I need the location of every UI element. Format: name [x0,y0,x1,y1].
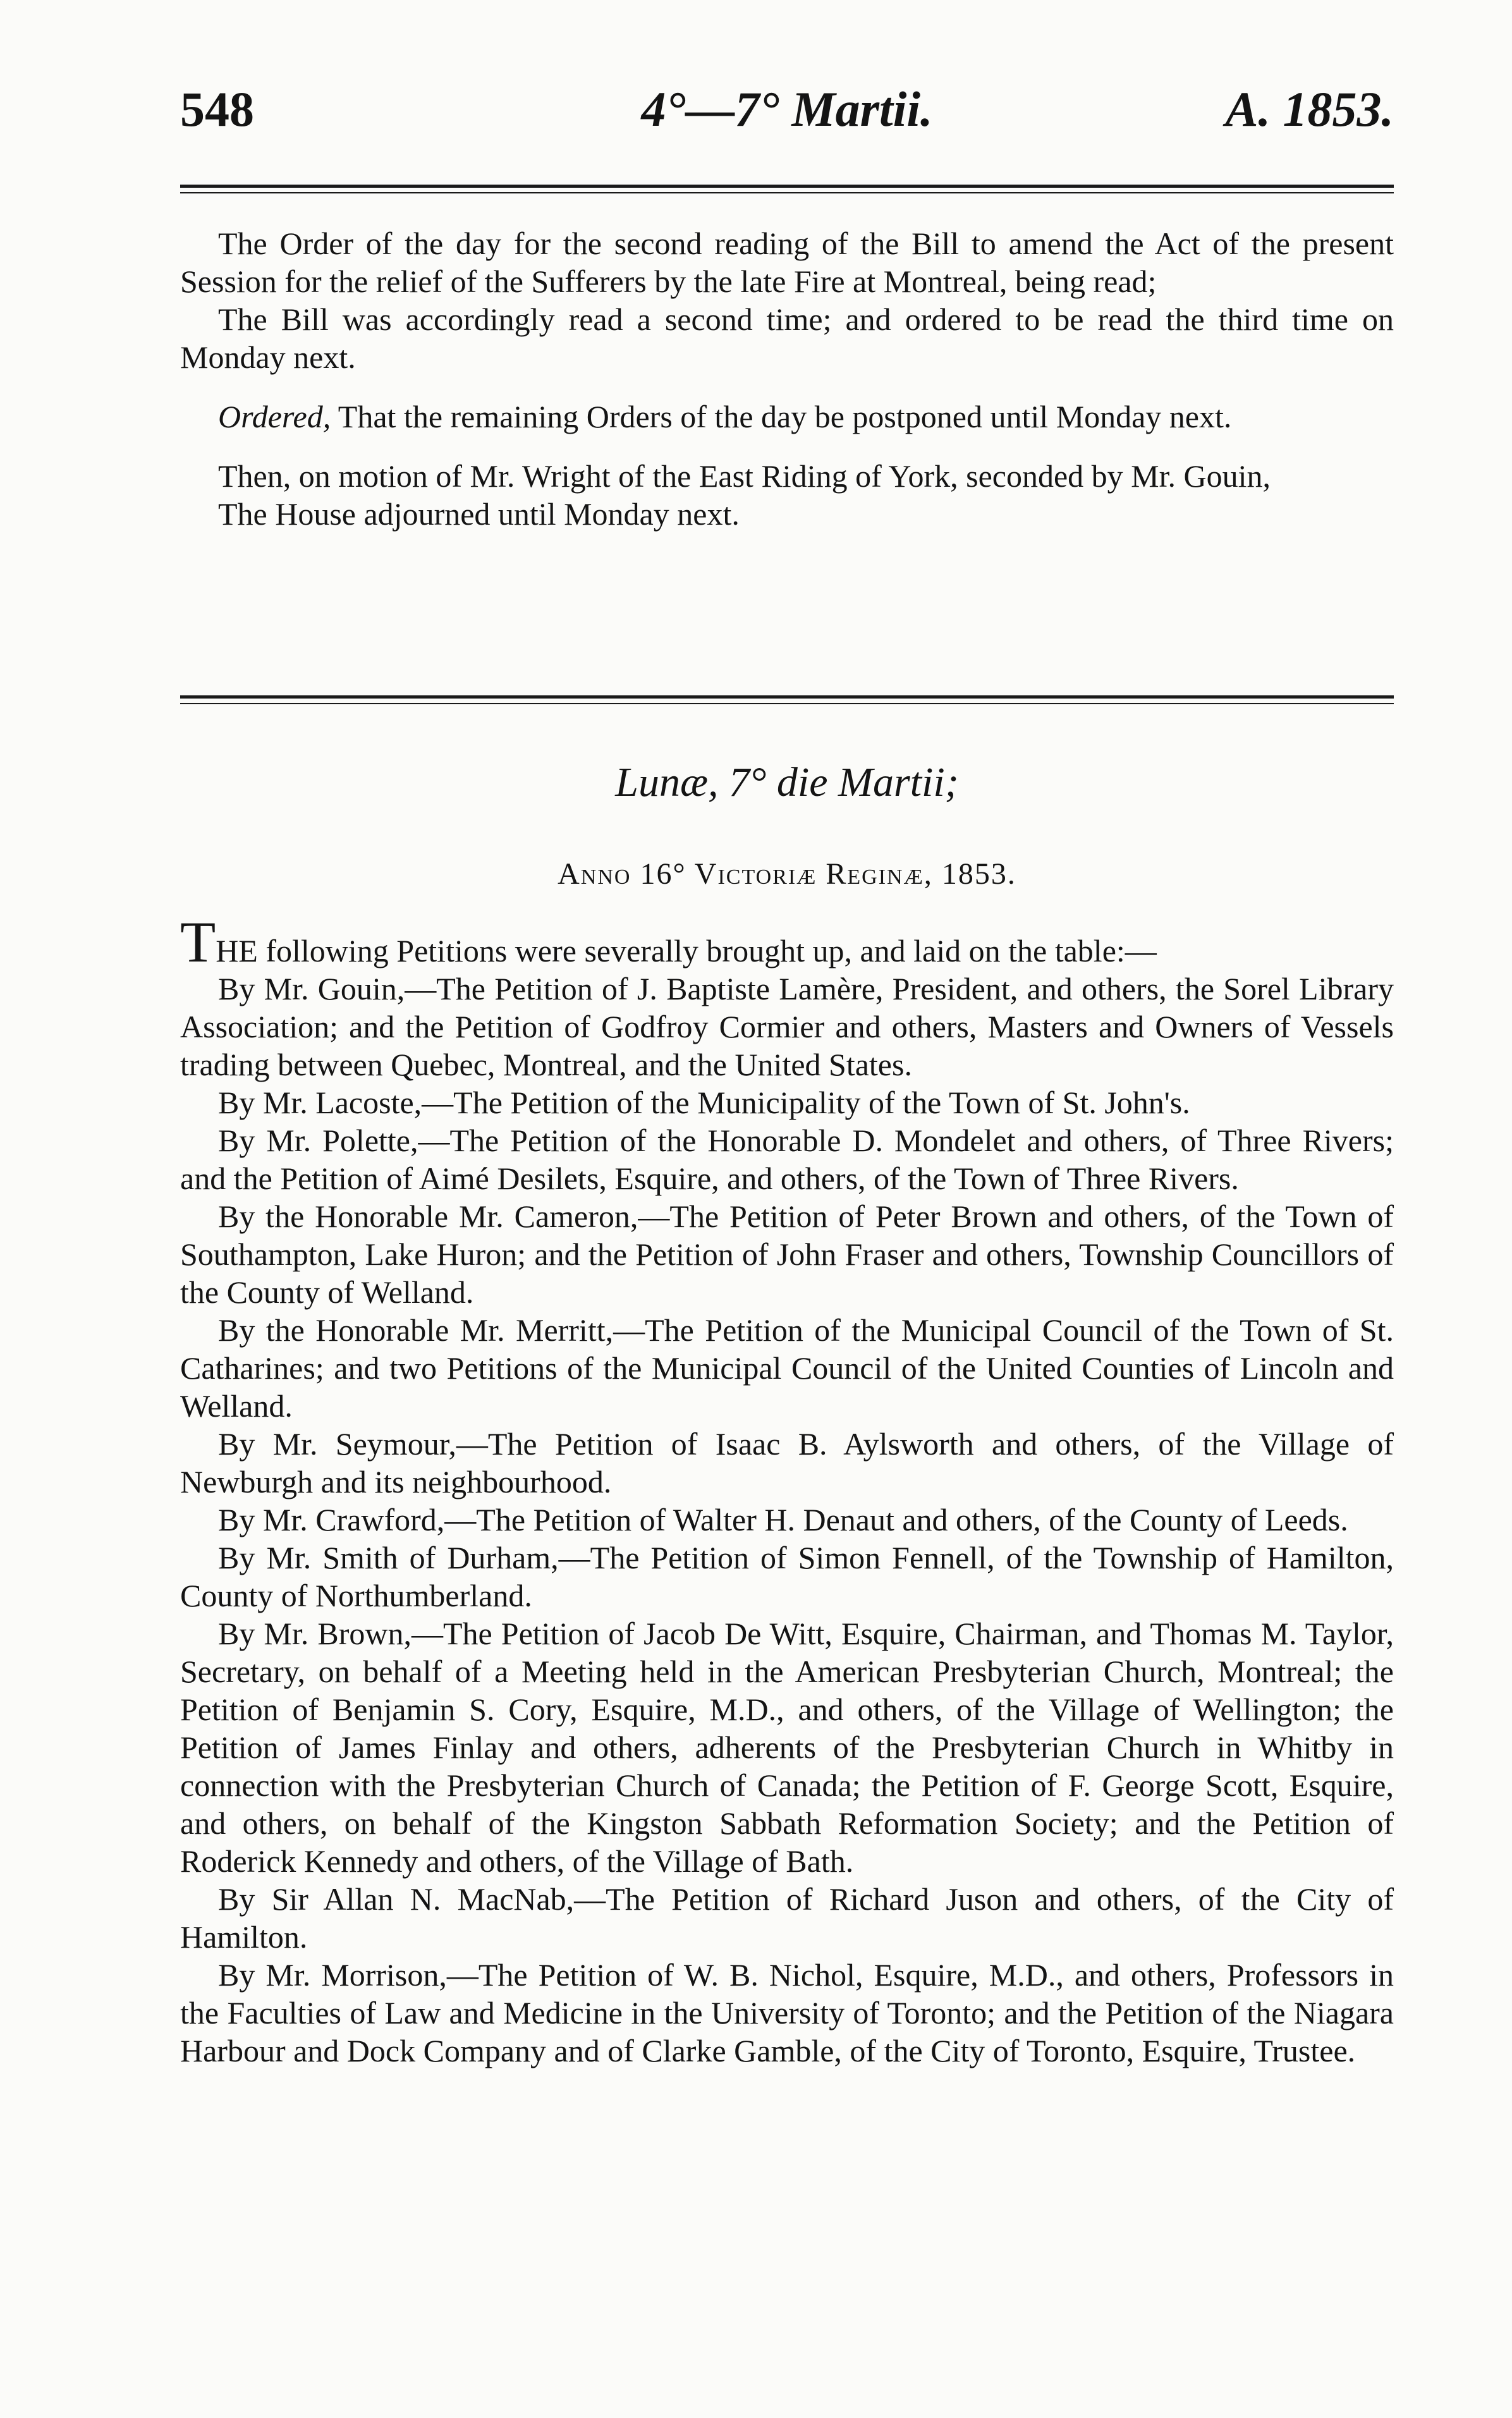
intro-text: HE following Petitions were severally brought up, and laid on the table:— [216,933,1157,968]
ordered-label: Ordered, [218,399,331,434]
paragraph-second-reading: The Order of the day for the second reading of the Bill to amend the Act of the present Session for the relief of the Sufferers by the late Fire at Montreal, being read; [180,226,1394,299]
petition-item: By Mr. Lacoste,—The Petition of the Municipality of the Town of St. John's. [218,1085,1190,1120]
paragraph-adjourned: The House adjourned until Monday next. [218,496,740,532]
petition-item: By Mr. Gouin,—The Petition of J. Baptiste Lamère, President, and others, the Sorel Library Association; and the Petition of Godfroy Cormier and others, Masters and Owners of Vessels trading between Quebec, Montreal, and the United States. [180,971,1394,1082]
page-number: 548 [180,82,254,137]
petition-item: By Mr. Brown,—The Petition of Jacob De Witt, Esquire, Chairman, and Thomas M. Taylor, Secretary, on behalf of a Meeting held in the American Presbyterian Church, Montreal; the Petition of Benjamin S. Cory, Esquire, M.D., and others, of the Village of Wellington; the Petition of James Finlay and others, adherents of the Presbyterian Church in Whitby in connection with the Presbyterian Church of Canada; the Petition of F. George Scott, Esquire, and others, on behalf of the Kingston Sabbath Reformation Society; and the Petition of Roderick Kennedy and others, of the Village of Bath. [180,1616,1394,1879]
day-heading: Lunæ, 7° die Martii; [615,759,959,805]
section-petitions [180,910,1394,2070]
petition-item: By Mr. Seymour,—The Petition of Isaac B. Aylsworth and others, of the Village of Newburgh and its neighbourhood. [180,1426,1394,1499]
petition-item: By Mr. Crawford,—The Petition of Walter H. Denaut and others, of the County of Leeds. [218,1502,1348,1537]
paragraph-ordered [180,398,1394,436]
paragraph-motion: Then, on motion of Mr. Wright of the East Riding of York, seconded by Mr. Gouin, [218,458,1271,494]
paragraph-bill-read: The Bill was accordingly read a second time; and ordered to be read the third time on Monday next. [180,302,1394,375]
anno-line: Anno 16° Victoriæ Reginæ, 1853. [558,857,1016,891]
date-range: 4°—7° Martii. [641,82,933,137]
header-rule [180,185,1394,193]
petition-item: By the Honorable Mr. Merritt,—The Petition of the Municipal Council of the Town of St. Catharines; and two Petitions of the Municipal Council of the United Counties of Lincoln and Welland. [180,1312,1394,1424]
petition-item: By Mr. Smith of Durham,—The Petition of Simon Fennell, of the Township of Hamilton, County of Northumberland. [180,1540,1394,1613]
section-divider [180,695,1394,704]
petition-item: By Mr. Morrison,—The Petition of W. B. Nichol, Esquire, M.D., and others, Professors in the Faculties of Law and Medicine in the University of Toronto; and the Petition of the Niagara Harbour and Dock Company and of Clarke Gamble, of the City of Toronto, Esquire, Trustee. [180,1957,1394,2068]
ordered-text: That the remaining Orders of the day be postponed until Monday next. [331,399,1232,434]
drop-cap: T [180,910,216,974]
petition-item: By the Honorable Mr. Cameron,—The Petition of Peter Brown and others, of the Town of Southampton, Lake Huron; and the Petition of John Fraser and others, Township Councillors of the County of Welland. [180,1199,1394,1310]
petition-item: By Sir Allan N. MacNab,—The Petition of Richard Juson and others, of the City of Hamilton. [180,1881,1394,1955]
petitions-intro [180,910,1394,974]
page-header [180,81,1394,150]
petition-item: By Mr. Polette,—The Petition of the Honorable D. Mondelet and others, of Three Rivers; and the Petition of Aimé Desilets, Esquire, and others, of the Town of Three Rivers. [180,1123,1394,1196]
section-proceedings [180,224,1394,533]
year: A. 1853. [1225,82,1394,137]
